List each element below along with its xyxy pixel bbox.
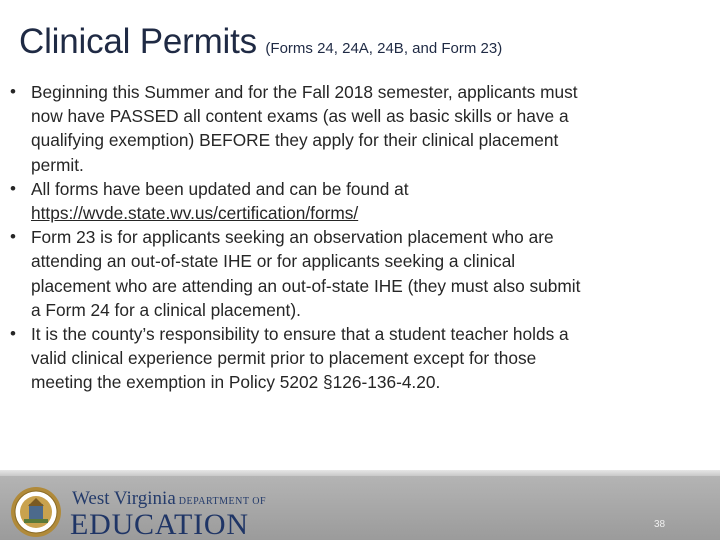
footer-bar xyxy=(0,470,720,540)
forms-link[interactable]: https://wvde.state.wv.us/certification/forms/ xyxy=(31,203,359,224)
logo-state-name: West Virginia xyxy=(72,488,176,509)
bullet-line: valid clinical experience permit prior to placement except for those xyxy=(31,348,537,369)
bullet-marker: • xyxy=(10,82,16,101)
slide-title xyxy=(19,22,502,62)
bullet-line: placement who are attending an out-of-state IHE (they must also submit xyxy=(31,275,581,296)
logo-wordmark-top xyxy=(72,488,266,510)
bullet-item xyxy=(10,225,702,322)
bullet-line: qualifying exemption) BEFORE they apply for their clinical placement xyxy=(31,130,559,151)
state-seal-icon xyxy=(10,486,62,538)
bullet-line: now have PASSED all content exams (as well as basic skills or have a xyxy=(31,106,569,127)
bullet-marker: • xyxy=(10,324,16,344)
bullet-item xyxy=(10,80,702,177)
bullet-list xyxy=(10,80,702,395)
bullet-line: Form 23 is for applicants seeking an observation placement who are xyxy=(31,227,554,248)
bullet-item xyxy=(10,177,702,225)
title-subtitle: (Forms 24, 24A, 24B, and Form 23) xyxy=(265,40,503,57)
footer-band xyxy=(0,476,720,540)
page-number: 38 xyxy=(654,519,666,530)
bullet-line: attending an out-of-state IHE or for applicants seeking a clinical xyxy=(31,251,516,272)
logo-education: EDUCATION xyxy=(70,508,249,541)
bullet-line: It is the county’s responsibility to ensure that a student teacher holds a xyxy=(31,324,569,345)
bullet-item xyxy=(10,322,702,395)
logo-department-label: DEPARTMENT OF xyxy=(178,496,267,507)
bullet-line: meeting the exemption in Policy 5202 §126-136-4.20. xyxy=(31,372,441,393)
bullet-line: a Form 24 for a clinical placement). xyxy=(31,299,301,320)
bullet-line: permit. xyxy=(31,154,84,175)
bullet-marker: • xyxy=(10,227,16,247)
bullet-marker: • xyxy=(10,178,16,198)
bullet-line: Beginning this Summer and for the Fall 2018 semester, applicants must xyxy=(31,82,578,102)
bullet-line: All forms have been updated and can be found at xyxy=(31,178,409,199)
title-main: Clinical Permits xyxy=(19,22,257,61)
